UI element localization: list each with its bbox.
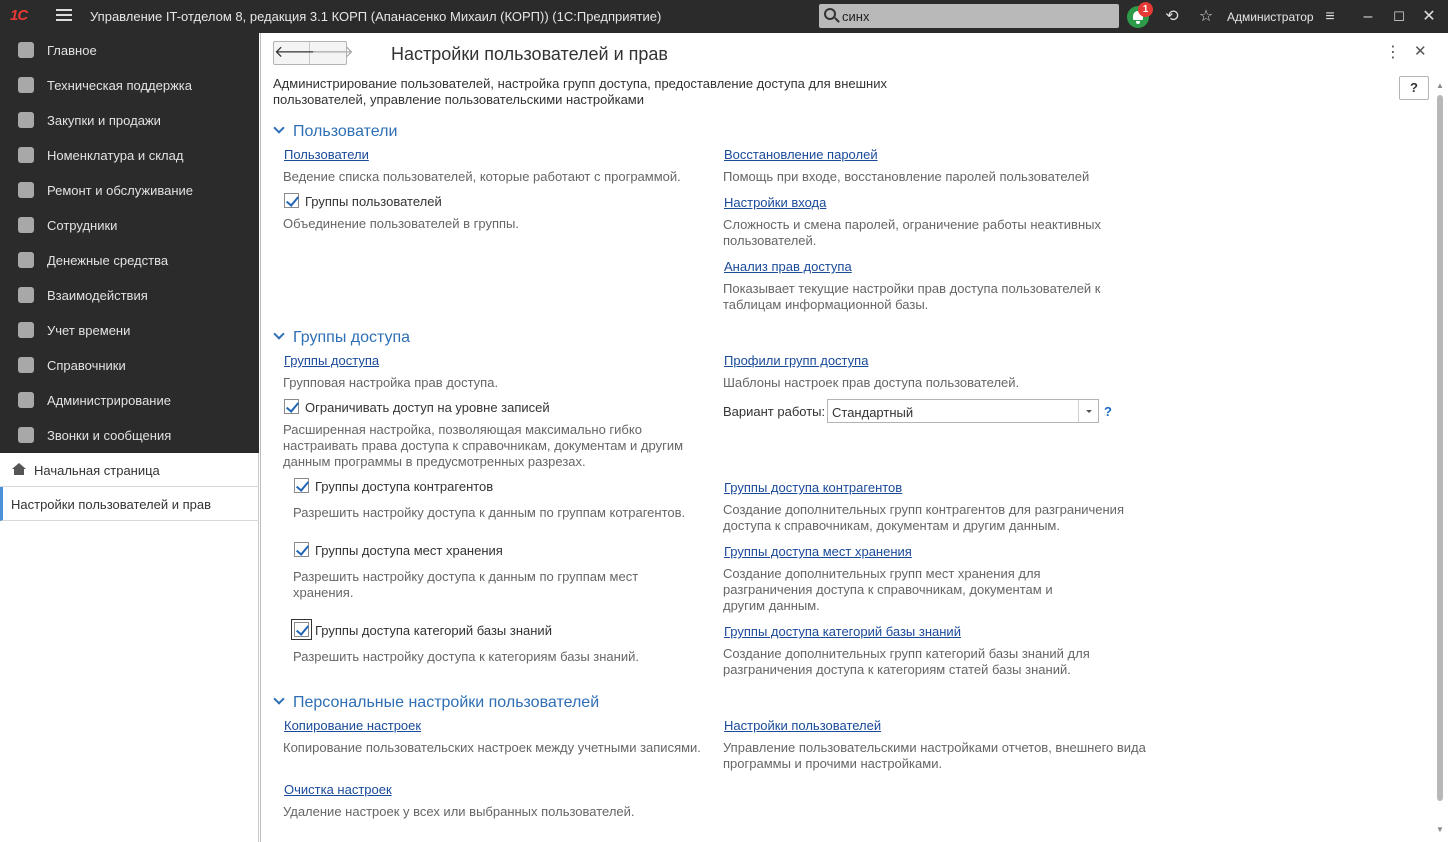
sidebar-item-label: Звонки и сообщения <box>47 428 172 443</box>
chevron-down-icon <box>273 693 284 704</box>
close-form-icon[interactable]: ✕ <box>1414 43 1427 60</box>
truck-icon <box>18 112 34 128</box>
home-icon <box>12 463 25 475</box>
forward-button[interactable]: 🡒 <box>311 44 354 61</box>
section-access-groups[interactable] <box>275 329 410 347</box>
sections-panel <box>0 33 259 453</box>
kb-groups-desc: Разрешить настройку доступа к категориям базы знаний. <box>293 649 639 664</box>
page-home[interactable] <box>0 453 259 487</box>
sidebar-item-money[interactable] <box>0 243 259 278</box>
rights-analysis-desc: Показывает текущие настройки прав доступа пользователей к таблицам информационной базы. <box>723 281 1101 312</box>
password-recovery-link[interactable]: Восстановление паролей <box>724 147 878 162</box>
intro-text: Администрирование пользователей, настройка групп доступа, предоставление доступа для внешних пользователей, управление пользовательскими настройками <box>273 76 887 107</box>
sidebar-item-label: Закупки и продажи <box>47 113 161 128</box>
kb-groups-label: Группы доступа категорий базы знаний <box>315 623 552 638</box>
page-title: Настройки пользователей и прав <box>391 44 668 64</box>
sidebar-item-purchases[interactable] <box>0 103 259 138</box>
section-personal-settings[interactable] <box>275 694 599 712</box>
kb-groups-link[interactable]: Группы доступа категорий базы знаний <box>724 624 961 639</box>
title-bar <box>0 0 1448 33</box>
sidebar-item-main[interactable] <box>0 33 259 68</box>
clear-settings-link[interactable]: Очистка настроек <box>284 782 392 797</box>
app-logo[interactable]: 1С <box>10 7 28 24</box>
calendar-icon <box>18 322 34 338</box>
section-title: Группы доступа <box>293 329 411 346</box>
user-groups-label: Группы пользователей <box>305 194 442 209</box>
sidebar <box>0 33 259 842</box>
sidebar-item-time[interactable] <box>0 313 259 348</box>
counterparty-groups-link[interactable]: Группы доступа контрагентов <box>724 480 903 495</box>
password-recovery-desc: Помощь при входе, восстановление паролей пользователей <box>723 169 1090 184</box>
access-profiles-desc: Шаблоны настроек прав доступа пользователей. <box>723 375 1020 390</box>
page-label: Настройки пользователей и прав <box>11 497 212 512</box>
sidebar-item-catalogs[interactable] <box>0 348 259 383</box>
help-button[interactable]: ? <box>1399 76 1429 100</box>
main-content <box>260 33 1448 842</box>
user-groups-checkbox[interactable] <box>284 193 299 208</box>
scroll-up-icon[interactable]: ▲ <box>1436 81 1444 90</box>
section-title: Персональные настройки пользователей <box>293 694 600 711</box>
rights-analysis-link[interactable]: Анализ прав доступа <box>724 259 852 274</box>
scroll-down-icon[interactable]: ▼ <box>1436 825 1444 834</box>
user-settings-desc: Управление пользовательскими настройками отчетов, внешнего вида программы и прочими настройками. <box>723 740 1146 771</box>
section-users[interactable] <box>275 123 397 141</box>
people-icon <box>18 217 34 233</box>
sidebar-item-label: Техническая поддержка <box>47 78 192 93</box>
section-title: Пользователи <box>293 123 398 140</box>
user-groups-desc: Объединение пользователей в группы. <box>283 216 519 231</box>
counterparty-groups-label: Группы доступа контрагентов <box>315 479 494 494</box>
sidebar-item-label: Учет времени <box>47 323 131 338</box>
sidebar-item-interactions[interactable] <box>0 278 259 313</box>
wrench-icon <box>18 182 34 198</box>
search-box[interactable] <box>819 4 1119 28</box>
more-icon[interactable]: ⋮ <box>1385 44 1401 61</box>
menu-lines-icon <box>18 42 34 58</box>
sidebar-item-admin[interactable] <box>0 383 259 418</box>
chevron-down-icon <box>273 122 284 133</box>
settings-icon[interactable]: ≡ <box>1325 8 1335 25</box>
record-level-checkbox[interactable] <box>284 399 299 414</box>
user-settings-link[interactable]: Настройки пользователей <box>724 718 882 733</box>
window-title: Управление IT-отделом 8, редакция 3.1 КОРП (Апанасенко Михаил (КОРП)) (1С:Предприятие) <box>90 9 662 24</box>
sidebar-item-label: Сотрудники <box>47 218 118 233</box>
copy-settings-desc: Копирование пользовательских настроек между учетными записями. <box>283 740 701 755</box>
counterparty-groups-checkbox[interactable] <box>294 478 309 493</box>
access-profiles-link[interactable]: Профили групп доступа <box>724 353 869 368</box>
sidebar-item-label: Справочники <box>47 358 126 373</box>
work-mode-help[interactable]: ? <box>1104 404 1112 419</box>
mail-icon <box>18 287 34 303</box>
user-name[interactable]: Администратор <box>1227 10 1314 24</box>
book-icon <box>18 357 34 373</box>
notification-badge: 1 <box>1138 2 1153 17</box>
page-user-settings[interactable] <box>0 487 259 521</box>
storage-groups-checkbox[interactable] <box>294 542 309 557</box>
storage-groups-label: Группы доступа мест хранения <box>315 543 503 558</box>
login-settings-link[interactable]: Настройки входа <box>724 195 827 210</box>
sidebar-item-label: Администрирование <box>47 393 171 408</box>
gear-icon <box>18 392 34 408</box>
sidebar-item-support[interactable] <box>0 68 259 103</box>
storage-groups-link[interactable]: Группы доступа мест хранения <box>724 544 912 559</box>
maximize-icon[interactable]: ☐ <box>1393 9 1405 24</box>
sidebar-item-employees[interactable] <box>0 208 259 243</box>
star-icon[interactable]: ☆ <box>1198 8 1214 25</box>
record-level-label: Ограничивать доступ на уровне записей <box>305 400 550 415</box>
access-groups-desc: Групповая настройка прав доступа. <box>283 375 499 390</box>
copy-settings-link[interactable]: Копирование настроек <box>284 718 422 733</box>
kb-groups-checkbox[interactable] <box>294 622 309 637</box>
sidebar-item-repair[interactable] <box>0 173 259 208</box>
counterparty-groups-desc: Разрешить настройку доступа к данным по группам котрагентов. <box>293 505 686 520</box>
work-mode-select[interactable] <box>827 399 1099 423</box>
sidebar-item-label: Главное <box>47 43 97 58</box>
work-mode-value: Стандартный <box>832 405 914 420</box>
page-label: Начальная страница <box>34 463 160 478</box>
close-icon[interactable]: ✕ <box>1422 8 1436 25</box>
search-icon <box>824 8 836 20</box>
support-icon <box>18 77 34 93</box>
menu-icon[interactable] <box>56 8 72 24</box>
back-button[interactable]: 🡐 <box>274 42 310 64</box>
dropdown-arrow-icon[interactable] <box>1078 400 1098 422</box>
sidebar-item-label: Взаимодействия <box>47 288 148 303</box>
phone-icon <box>18 427 34 443</box>
access-groups-link[interactable]: Группы доступа <box>284 353 380 368</box>
vertical-scrollbar[interactable] <box>1435 81 1445 836</box>
sidebar-item-warehouse[interactable] <box>0 138 259 173</box>
login-settings-desc: Сложность и смена паролей, ограничение работы неактивных пользователей. <box>723 217 1101 248</box>
work-mode-label: Вариант работы: <box>723 404 826 419</box>
storage-groups-link-desc: Создание дополнительных групп мест хранения для разграничения доступа к справочникам, документам и другим данным. <box>723 566 1053 613</box>
chevron-down-icon <box>273 328 284 339</box>
money-icon <box>18 252 34 268</box>
record-level-desc: Расширенная настройка, позволяющая максимально гибко настраивать права доступа к справочникам, документам и другим данным программы в предусмотренных разрезах. <box>283 422 684 469</box>
printer-icon <box>18 147 34 163</box>
storage-groups-desc: Разрешить настройку доступа к данным по группам мест хранения. <box>293 569 639 600</box>
history-icon[interactable]: ⟲ <box>1165 8 1179 25</box>
sidebar-item-label: Денежные средства <box>47 253 169 268</box>
history-nav <box>273 41 354 65</box>
sidebar-item-label: Номенклатура и склад <box>47 148 184 163</box>
users-link[interactable]: Пользователи <box>284 147 369 162</box>
minimize-icon[interactable]: – <box>1363 8 1373 25</box>
users-desc: Ведение списка пользователей, которые работают с программой. <box>283 169 681 184</box>
clear-settings-desc: Удаление настроек у всех или выбранных пользователей. <box>283 804 635 819</box>
counterparty-groups-link-desc: Создание дополнительных групп контрагентов для разграничения доступа к справочникам, документам и другим данным. <box>723 502 1124 533</box>
sidebar-item-calls[interactable] <box>0 418 259 453</box>
search-input[interactable] <box>842 6 1112 26</box>
sidebar-item-label: Ремонт и обслуживание <box>47 183 193 198</box>
kb-groups-link-desc: Создание дополнительных групп категорий базы знаний для разграничения доступа к категориям статей базы знаний. <box>723 646 1090 677</box>
scroll-thumb[interactable] <box>1437 95 1443 801</box>
